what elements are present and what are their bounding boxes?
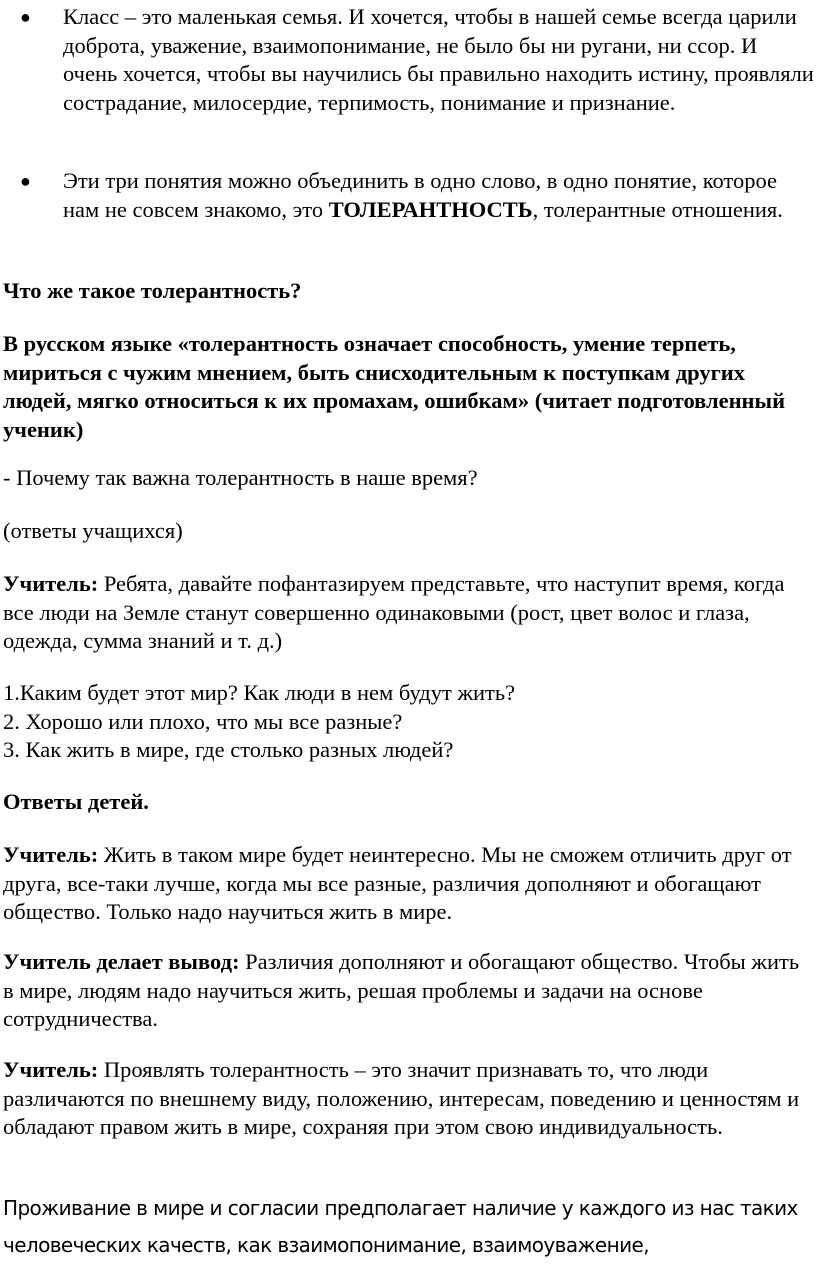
teacher-paragraph-1 — [3, 570, 815, 656]
teacher-text: Различия дополняют и обогащают общество. Чтобы жить в мире, людям надо научиться жить, решая проблемы и задачи на основе сотрудничества. — [3, 949, 800, 1031]
teacher-text: Проявлять толерантность – это значит признавать то, что люди различаются по внешнему виду, положению, интересам, поведению и ценностям и обладают правом жить в мире, сохраняя при этом свою индивидуальность. — [3, 1057, 800, 1139]
speaker-label: Учитель: — [3, 1057, 99, 1082]
answers-note: (ответы учащихся) — [3, 518, 183, 543]
closing-paragraph: Проживание в мире и согласии предполагает наличие у каждого из нас таких человеческих качеств, как взаимопонимание, взаимоуважение, — [3, 1196, 798, 1257]
bullet-text-before: Эти три понятия можно объединить в одно слово, в одно понятие, которое нам не совсем знакомо, это — [63, 168, 777, 222]
bullet-text-after: , толерантные отношения. — [532, 196, 783, 222]
speaker-label: Учитель делает вывод: — [3, 949, 240, 974]
teacher-text: Жить в таком мире будет неинтересно. Мы не сможем отличить друг от друга, все-таки лучше, когда мы все разные, различия дополняют и обогащают общество. Только надо научиться жить в мире. — [3, 842, 792, 924]
definition-paragraph: В русском языке «толерантность означает способность, умение терпеть, мириться с чужим мнением, быть снисходительным к поступкам других людей, мягко относиться к их промахам, ошибкам» (читает подготовленный ученик) — [3, 331, 786, 442]
teacher-conclusion — [3, 948, 815, 1034]
bullet-strong-word: ТОЛЕРАНТНОСТЬ — [328, 196, 533, 222]
bullet-dot-icon: ● — [20, 7, 31, 27]
numbered-questions — [3, 679, 815, 765]
teacher-paragraph-3 — [3, 1056, 815, 1142]
speaker-label: Учитель: — [3, 842, 99, 867]
teacher-text: Ребята, давайте пофантазируем представьте, что наступит время, когда все люди на Земле станут совершенно одинаковыми (рост, цвет волос и глаза, одежда, сумма знаний и т. д.) — [3, 571, 785, 653]
question-heading: Что же такое толерантность? — [3, 278, 302, 303]
bullet-text — [63, 167, 816, 224]
numbered-item: 3. Как жить в мире, где столько разных людей? — [3, 737, 454, 762]
children-answers: Ответы детей. — [3, 789, 149, 814]
bullet-dot-icon: ● — [20, 171, 31, 191]
numbered-item: 2. Хорошо или плохо, что мы все разные? — [3, 708, 403, 734]
teacher-paragraph-2 — [3, 841, 815, 927]
speaker-label: Учитель: — [3, 571, 99, 596]
numbered-item: 1.Каким будет этот мир? Как люди в нем будут жить? — [3, 680, 516, 705]
question-why: - Почему так важна толерантность в наше время? — [3, 465, 478, 490]
bullet-text: Класс – это маленькая семья. И хочется, чтобы в нашей семье всегда царили доброта, уважение, взаимопонимание, не было бы ни ругани, ни ссор. И очень хочется, чтобы вы научились бы правильно находить истину, проявляли сострадание, милосердие, терпимость, понимание и признание. — [63, 4, 814, 115]
